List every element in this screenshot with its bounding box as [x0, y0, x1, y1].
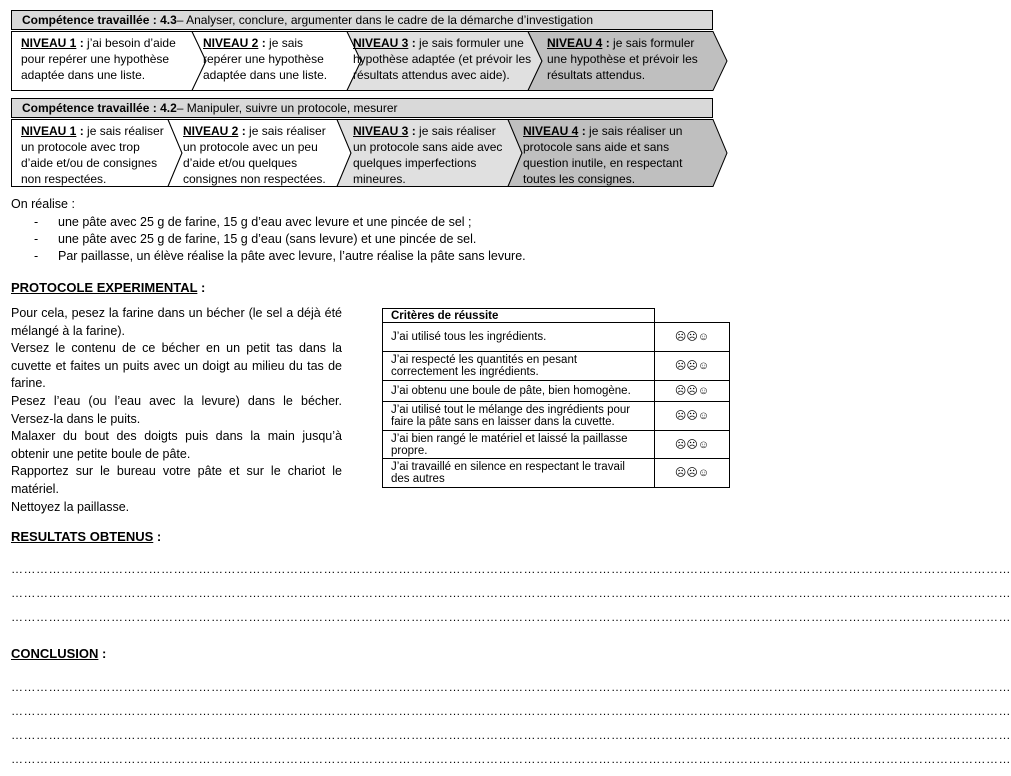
table-row: [383, 459, 730, 488]
rating-smileys: ☹☹☺: [655, 459, 730, 488]
criteria-table: [382, 308, 730, 488]
answer-line[interactable]: ……………………………………………………………………………………………………………………………………………………………………………………………………………………: [11, 752, 1011, 766]
recipe-list: [34, 214, 526, 265]
answer-line[interactable]: ……………………………………………………………………………………………………………………………………………………………………………………………………………………: [11, 610, 1011, 624]
competence-label: Compétence travaillée :: [22, 101, 157, 115]
competence-description: – Manipuler, suivre un protocole, mesurer: [176, 101, 398, 115]
criteria-text: J’ai bien rangé le matériel et laissé la paillasse propre.: [383, 431, 655, 459]
level-1-text: NIVEAU 1 : j’ai besoin d’aide pour repérer une hypothèse adaptée dans une liste.: [21, 36, 176, 82]
table-header-row: [383, 309, 730, 323]
protocol-step: Rapportez sur le bureau votre pâte et sur le chariot le matériel.: [11, 464, 342, 496]
protocol-step: Nettoyez la paillasse.: [11, 499, 130, 514]
competence-levels-4-2: [11, 119, 729, 187]
competence-label: Compétence travaillée :: [22, 13, 157, 27]
competence-code: 4.3: [160, 13, 177, 27]
table-row: [383, 402, 730, 431]
answer-line[interactable]: ……………………………………………………………………………………………………………………………………………………………………………………………………………………: [11, 562, 1011, 576]
table-row: [383, 431, 730, 459]
level-2-text: NIVEAU 2 : je sais repérer une hypothèse adaptée dans une liste.: [203, 36, 328, 82]
protocol-step: Pour cela, pesez la farine dans un bécher (le sel a déjà été mélangé à la farine).: [11, 306, 342, 338]
rating-smileys: ☹☹☺: [655, 381, 730, 402]
list-item: - Par paillasse, un élève réalise la pâte avec levure, l’autre réalise la pâte sans levure.: [34, 248, 526, 265]
table-row: [383, 381, 730, 402]
competence-description: – Analyser, conclure, argumenter dans le cadre de la démarche d’investigation: [176, 13, 593, 27]
conclusion-heading: CONCLUSION :: [11, 646, 107, 661]
criteria-text: J’ai travaillé en silence en respectant le travail des autres: [383, 459, 655, 488]
criteria-text: J’ai utilisé tout le mélange des ingrédients pour faire la pâte sans en laisser dans la cuvette.: [383, 402, 655, 431]
list-item: - une pâte avec 25 g de farine, 15 g d’eau avec levure et une pincée de sel ;: [34, 214, 526, 231]
protocol-text: [11, 305, 342, 516]
results-heading: RESULTATS OBTENUS :: [11, 529, 162, 544]
table-row: [383, 323, 730, 352]
protocol-heading: PROTOCOLE EXPERIMENTAL :: [11, 280, 206, 295]
level-3-text: NIVEAU 3 : je sais réaliser un protocole sans aide avec quelques imperfections mineures.: [353, 124, 503, 186]
rating-smileys: ☹☹☺: [655, 402, 730, 431]
protocol-step: Malaxer du bout des doigts puis dans la main jusqu’à obtenir une petite boule de pâte.: [11, 429, 342, 461]
level-4-text: NIVEAU 4 : je sais formuler une hypothèse et prévoir les résultats attendus.: [547, 36, 698, 82]
answer-line[interactable]: ……………………………………………………………………………………………………………………………………………………………………………………………………………………: [11, 728, 1011, 742]
competence-header-4-2: [11, 98, 713, 118]
criteria-header: Critères de réussite: [383, 309, 655, 323]
criteria-text: J’ai respecté les quantités en pesant correctement les ingrédients.: [383, 352, 655, 381]
criteria-text: J’ai obtenu une boule de pâte, bien homogène.: [383, 381, 655, 402]
answer-line[interactable]: ……………………………………………………………………………………………………………………………………………………………………………………………………………………: [11, 680, 1011, 694]
competence-header-4-3: [11, 10, 713, 30]
answer-line[interactable]: ……………………………………………………………………………………………………………………………………………………………………………………………………………………: [11, 586, 1011, 600]
table-row: [383, 352, 730, 381]
rating-smileys: ☹☹☺: [655, 431, 730, 459]
protocol-step: Versez le contenu de ce bécher en un petit tas dans la cuvette et faites un puits avec un doigt au milieu du tas de farine.: [11, 341, 342, 391]
answer-line[interactable]: ……………………………………………………………………………………………………………………………………………………………………………………………………………………: [11, 704, 1011, 718]
list-item: - une pâte avec 25 g de farine, 15 g d’eau (sans levure) et une pincée de sel.: [34, 231, 526, 248]
level-1-text: NIVEAU 1 : je sais réaliser un protocole avec trop d’aide et/ou de consignes non respectées.: [21, 124, 164, 186]
competence-code: 4.2: [160, 101, 177, 115]
competence-levels-4-3: [11, 31, 729, 91]
intro-text: On réalise :: [11, 197, 75, 211]
criteria-text: J’ai utilisé tous les ingrédients.: [383, 323, 655, 352]
protocol-step: Pesez l’eau (ou l’eau avec la levure) dans le bécher. Versez-la dans le puits.: [11, 393, 342, 426]
level-2-text: NIVEAU 2 : je sais réaliser un protocole avec un peu d’aide et/ou quelques consignes non respectées.: [183, 124, 326, 186]
level-3-text: NIVEAU 3 : je sais formuler une hypothèse adaptée (et prévoir les résultats attendus avec aide).: [353, 36, 532, 82]
level-4-text: NIVEAU 4 : je sais réaliser un protocole sans aide et sans question inutile, en respectant toutes les consignes.: [523, 124, 683, 186]
rating-smileys: ☹☹☺: [655, 352, 730, 381]
rating-smileys: ☹☹☺: [655, 323, 730, 352]
